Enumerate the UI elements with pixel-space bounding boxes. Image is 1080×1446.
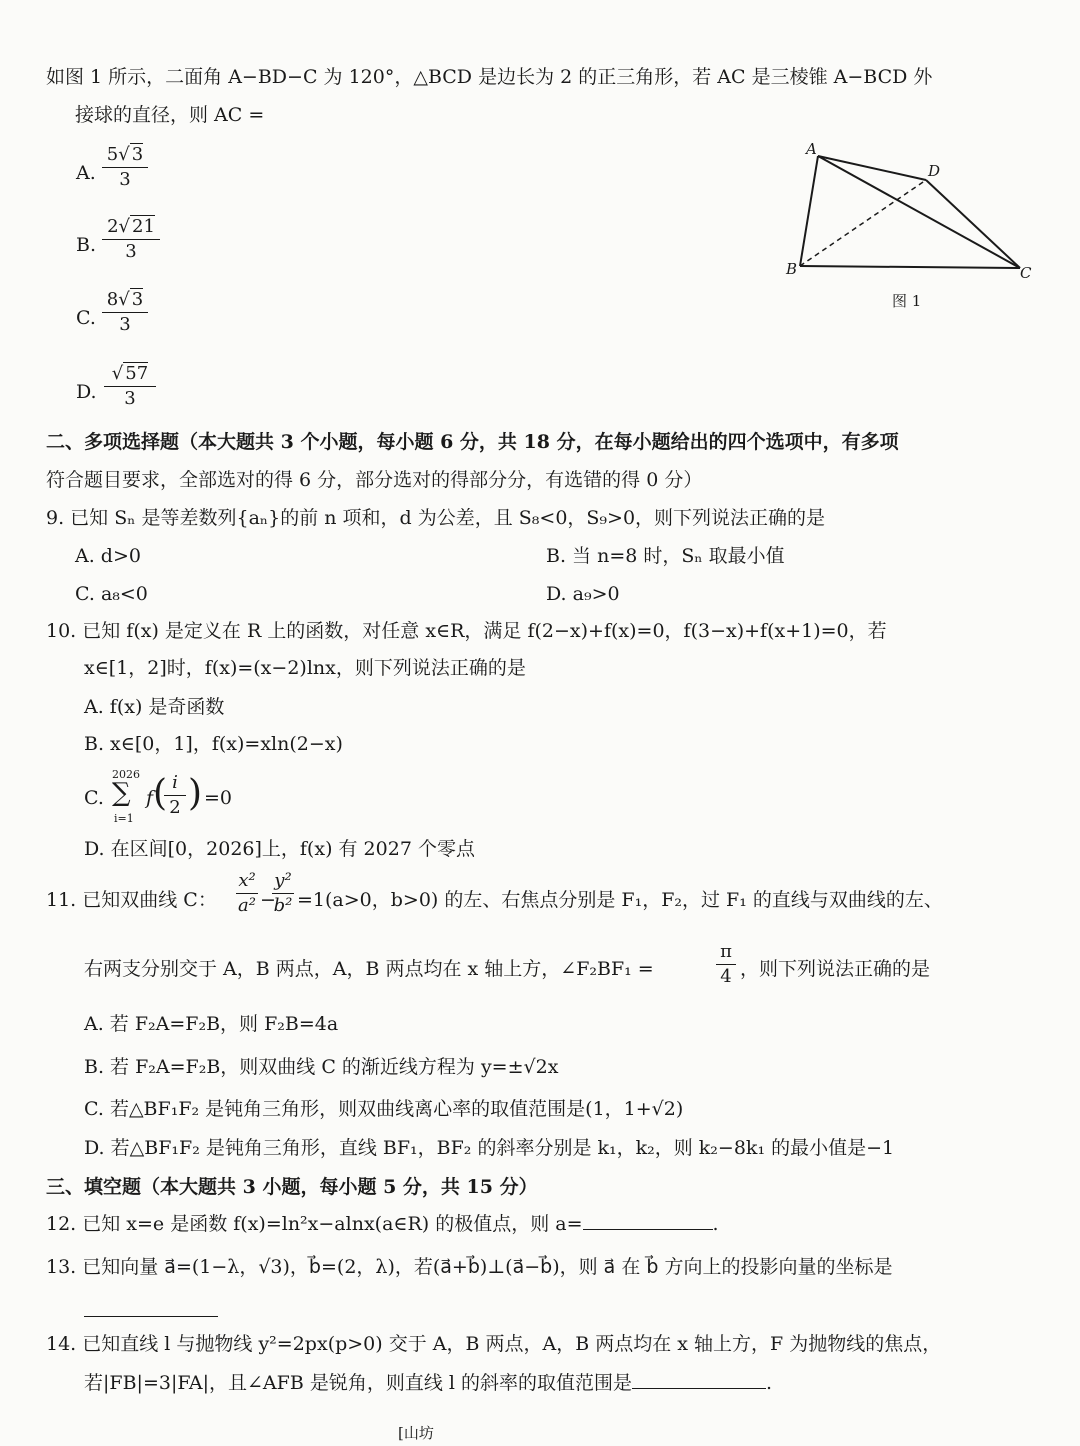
q10-option-c-tail: =0 (204, 787, 233, 809)
q14-line1: 14. 已知直线 l 与抛物线 y²=2px(p>0) 交于 A，B 两点，A，B 两点均在 x 轴上方，F 为抛物线的焦点， (46, 1333, 942, 1355)
q8-option-c-frac: 8√ 3 3 (102, 289, 148, 336)
q11-option-a: A. 若 F₂A=F₂B，则 F₂B=4a (84, 1013, 339, 1035)
section-2-heading-line1: 二、多项选择题（本大题共 3 个小题，每小题 6 分，共 18 分，在每小题给出的四个选项中，有多项 (46, 431, 899, 453)
q8-line1: 如图 1 所示，二面角 A−BD−C 为 120°，△BCD 是边长为 2 的正三角形，若 AC 是三棱锥 A−BCD 外 (46, 66, 933, 88)
q11-option-d: D. 若△BF₁F₂ 是钝角三角形，直线 BF₁，BF₂ 的斜率分别是 k₁，k₂，则 k₂−8k₁ 的最小值是−1 (84, 1137, 895, 1159)
q11-minus: − (260, 889, 276, 911)
figure-1-tetrahedron (780, 138, 1040, 318)
q10-line1: 10. 已知 f(x) 是定义在 R 上的函数，对任意 x∈R，满足 f(2−x)+f(x)=0，f(3−x)+f(x+1)=0，若 (46, 620, 887, 642)
q11-line1-start: 11. 已知双曲线 C： (46, 889, 217, 911)
section-2-heading-line2: 符合题目要求，全部选对的得 6 分，部分选对的得部分分，有选错的得 0 分） (46, 469, 703, 491)
q14-answer-blank[interactable] (632, 1388, 766, 1389)
q11-frac-x-den: a² (238, 895, 256, 916)
q8-option-b-label: B. (76, 234, 97, 256)
vertex-label-c: C (1020, 264, 1032, 282)
q11-frac-x (236, 870, 258, 917)
q10-frac-i-over-2 (164, 772, 186, 819)
q11-frac-y (272, 870, 294, 917)
q11-frac-x-num: x² (238, 870, 256, 891)
q8-option-c-den: 3 (119, 314, 131, 335)
q11-option-b: B. 若 F₂A=F₂B，则双曲线 C 的渐近线方程为 y=±√2x (84, 1056, 559, 1078)
q9-option-c: C. a₈<0 (75, 583, 148, 605)
q13-text: 13. 已知向量 a⃗=(1−λ，√3)，b⃗=(2，λ)，若(a⃗+b⃗)⊥(a⃗−b⃗)，则 a⃗ 在 b⃗ 方向上的投影向量的坐标是 (46, 1256, 893, 1278)
q11-four: 4 (720, 966, 732, 987)
q11-frac-y-den: b² (273, 895, 293, 916)
q14-end: . (766, 1372, 773, 1394)
q12-stem: 12. 已知 x=e 是函数 f(x)=ln²x−alnx(a∈R) 的极值点，则 a= (46, 1213, 583, 1235)
q9-stem: 9. 已知 Sₙ 是等差数列{aₙ}的前 n 项和，d 为公差，且 S₈<0，S₉>0，则下列说法正确的是 (46, 507, 826, 529)
vertex-label-b: B (786, 260, 798, 278)
q8-option-a-rad: 3 (131, 144, 144, 165)
q10-func-f: f (146, 787, 154, 809)
q10-sum-upper: 2026 (112, 768, 140, 781)
q8-option-c-label: C. (76, 307, 96, 329)
section-3-heading: 三、填空题（本大题共 3 小题，每小题 5 分，共 15 分） (46, 1176, 538, 1198)
edge-ac (818, 156, 1020, 268)
q8-option-b-den: 3 (125, 241, 137, 262)
edge-bc (800, 266, 1020, 268)
q12-answer-blank[interactable] (583, 1229, 713, 1230)
q10-option-a: A. f(x) 是奇函数 (84, 696, 225, 718)
q12-end: . (712, 1213, 719, 1235)
q9-option-a: A. d>0 (75, 545, 141, 567)
q11-line2-end: ，则下列说法正确的是 (740, 958, 931, 980)
q11-line1-end: =1(a>0，b>0) 的左、右焦点分别是 F₁，F₂，过 F₁ 的直线与双曲线的左、 (297, 889, 943, 911)
page-footer: [山坊 (398, 1424, 434, 1442)
q10-option-b: B. x∈[0，1]，f(x)=xln(2−x) (84, 733, 343, 755)
q8-option-d-den: 3 (124, 388, 136, 409)
q10-sigma-symbol: ∑ (112, 778, 131, 808)
q9-option-b: B. 当 n=8 时，Sₙ 取最小值 (546, 545, 785, 567)
vertex-label-d: D (928, 162, 941, 180)
edge-bd-dashed (800, 180, 926, 266)
q8-option-c-coef: 8 (106, 289, 119, 310)
q14-line2: 若|FB|=3|FA|，且∠AFB 是锐角，则直线 l 的斜率的取值范围是 (84, 1372, 632, 1394)
figure-caption: 图 1 (892, 292, 922, 310)
q8-option-a-coef: 5 (106, 144, 119, 165)
q8-option-d-rad: 57 (125, 363, 149, 384)
q8-option-c-rad: 3 (131, 289, 144, 310)
q9-option-d: D. a₉>0 (546, 583, 620, 605)
q11-option-c: C. 若△BF₁F₂ 是钝角三角形，则双曲线离心率的取值范围是(1，1+√2) (84, 1098, 684, 1120)
edge-ad (818, 156, 926, 180)
q11-frac-pi-over-4 (716, 941, 736, 988)
q10-option-d: D. 在区间[0，2026]上，f(x) 有 2027 个零点 (84, 838, 475, 860)
q14-line2-wrap (84, 1372, 772, 1395)
q10-option-c-label: C. (84, 787, 104, 809)
q8-option-b-rad: 21 (132, 216, 155, 237)
vertex-label-a: A (806, 140, 817, 158)
q12-text (46, 1213, 719, 1236)
edge-ab (800, 156, 818, 266)
q8-option-a-frac: 5√ 3 3 (102, 144, 148, 191)
q11-pi: π (720, 941, 732, 962)
q8-option-b-frac: 2√ 21 3 (102, 216, 160, 263)
q11-line2-start: 右两支分别交于 A，B 两点，A，B 两点均在 x 轴上方，∠F₂BF₁ = (84, 958, 654, 980)
q13-answer-blank[interactable] (84, 1296, 218, 1317)
q10-line2: x∈[1，2]时，f(x)=(x−2)lnx，则下列说法正确的是 (84, 657, 526, 679)
q8-option-d-frac: √ 57 3 (104, 363, 156, 410)
q8-option-a-den: 3 (119, 169, 131, 190)
q8-option-d-label: D. (76, 381, 97, 403)
q10-frac-den: 2 (169, 797, 181, 818)
q11-frac-y-num: y² (274, 870, 292, 891)
q10-frac-num: i (172, 772, 178, 793)
q8-option-a-label: A. (76, 162, 96, 184)
q8-option-b-coef: 2 (107, 216, 119, 237)
q8-line2: 接球的直径，则 AC = (75, 104, 265, 126)
q10-sum-lower: i=1 (114, 812, 134, 825)
